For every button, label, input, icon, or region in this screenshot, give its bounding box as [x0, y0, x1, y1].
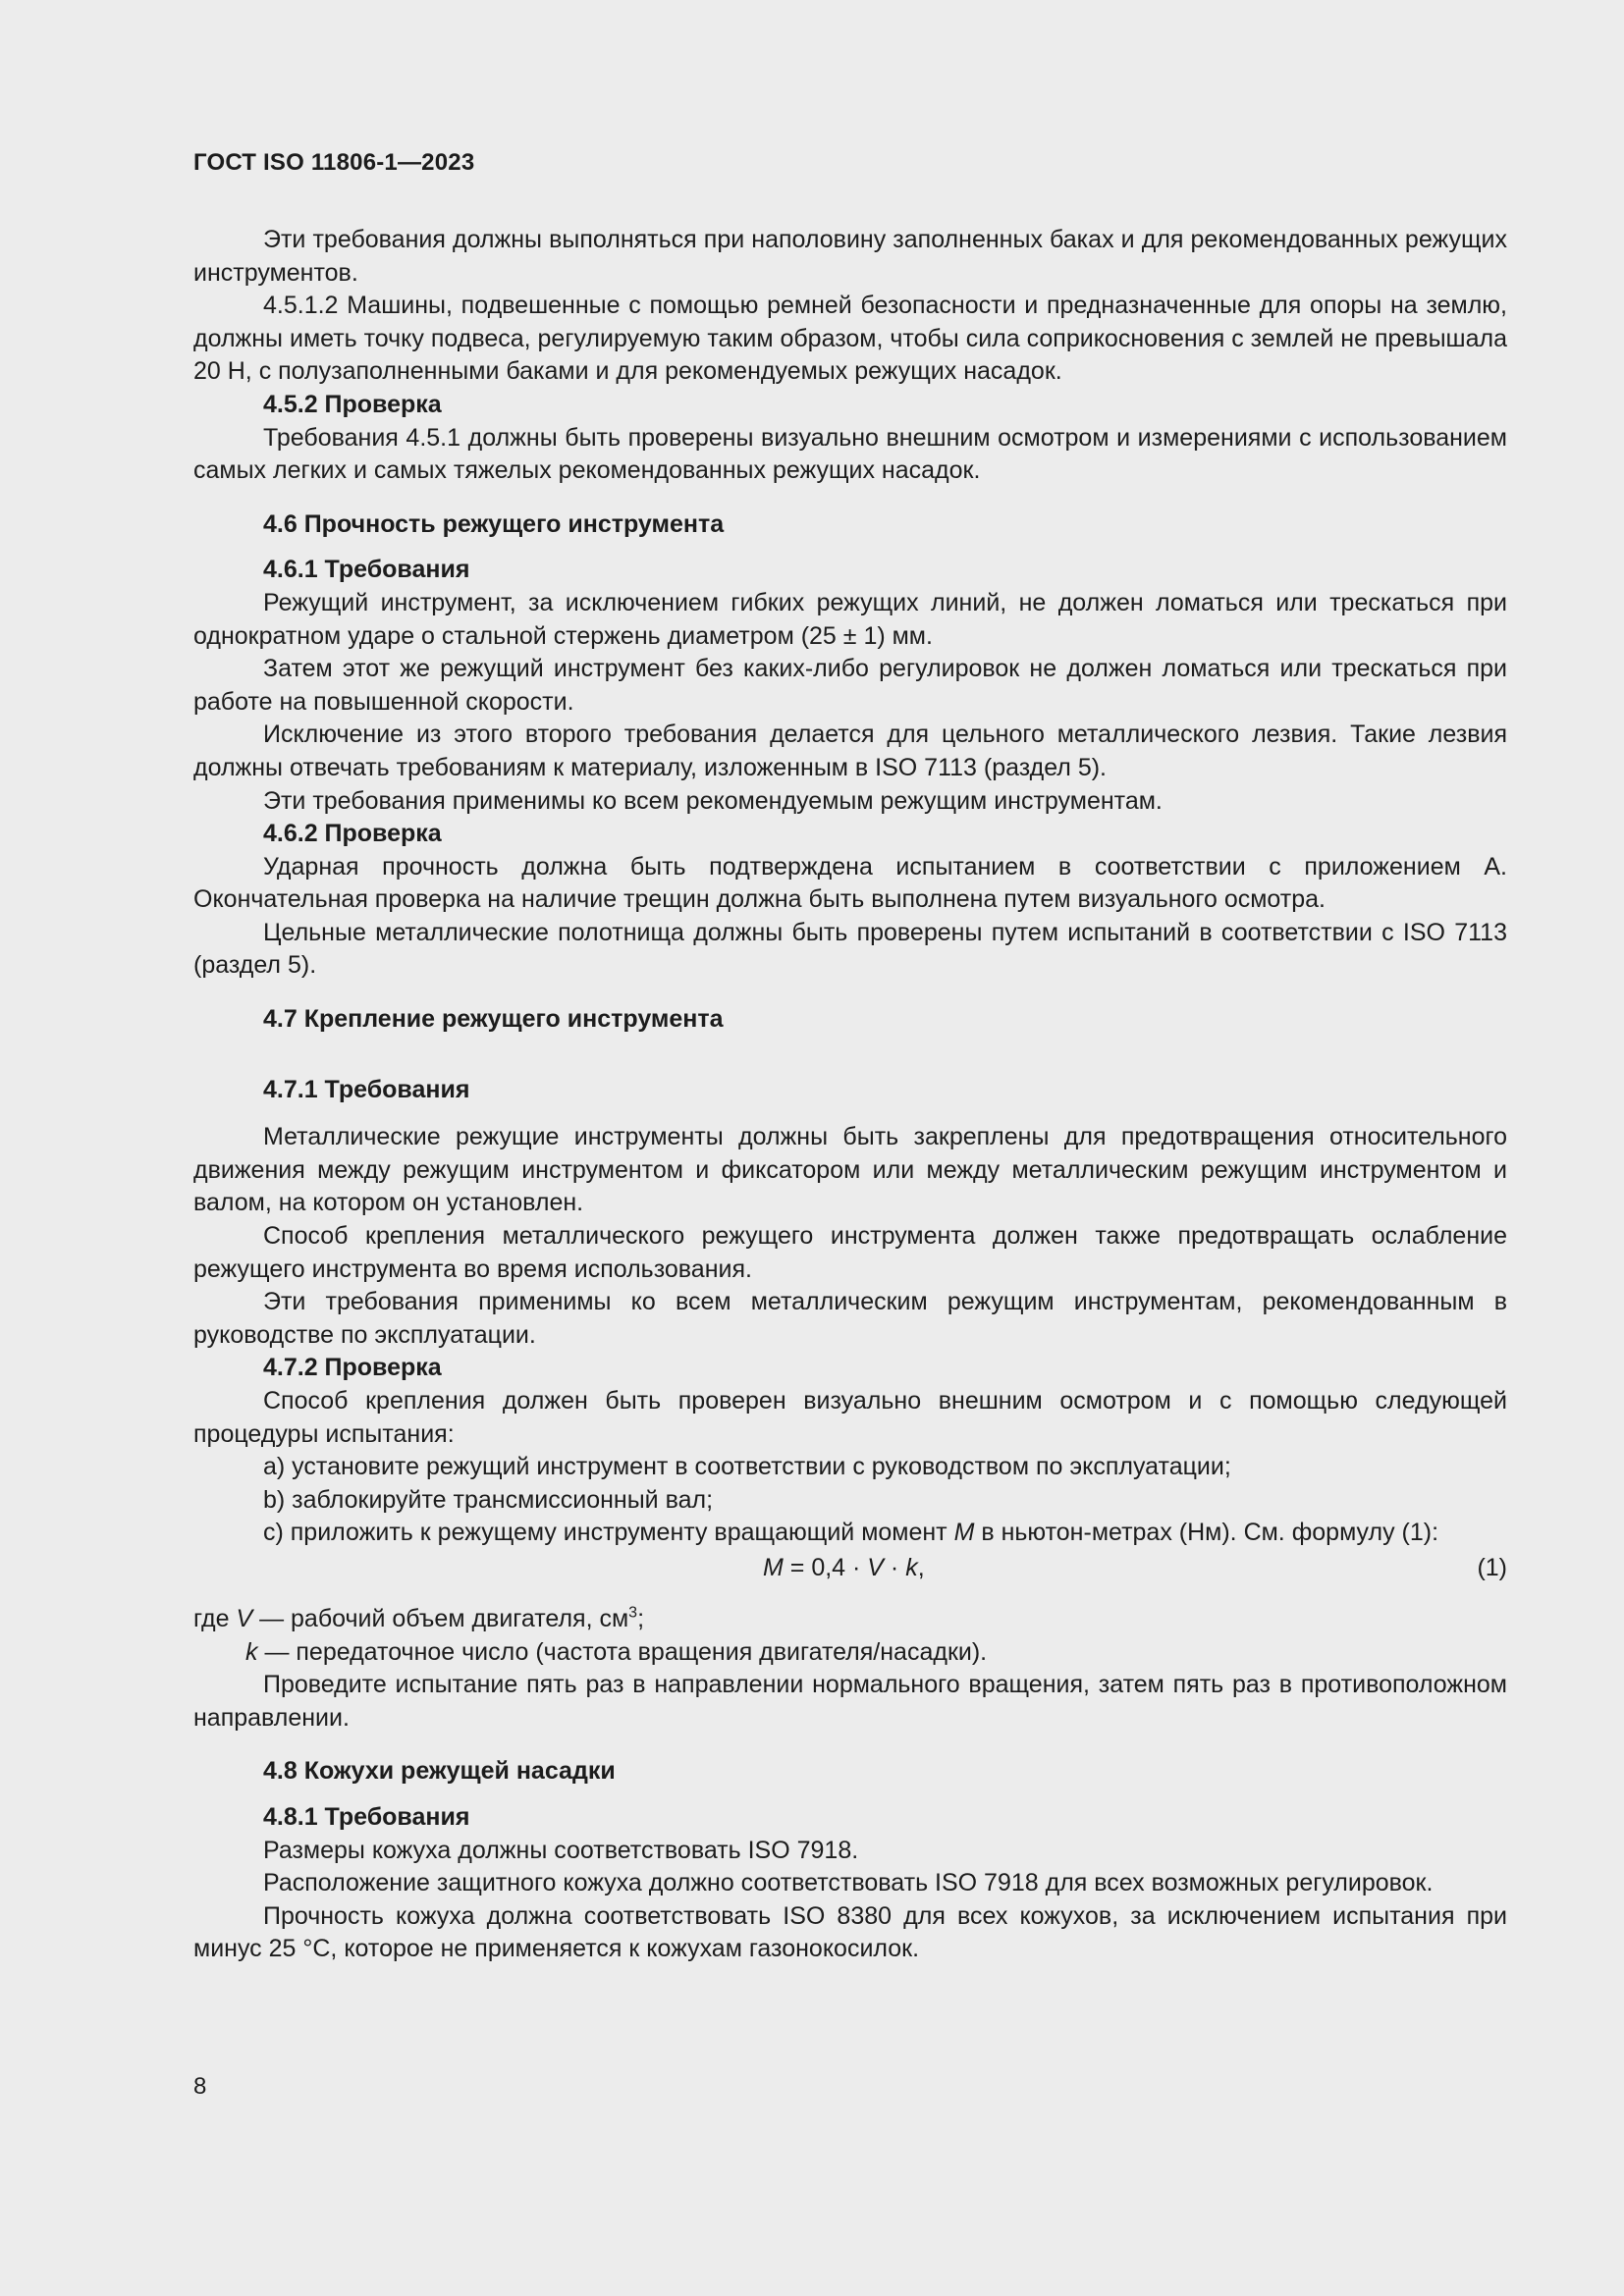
- paragraph: Цельные металлические полотнища должны быть проверены путем испытаний в соответствии с ISO 7113 (раздел 5).: [193, 918, 1507, 980]
- section-heading-4-7-2: 4.7.2 Проверка: [263, 1354, 442, 1382]
- section-heading-4-7: 4.7 Крепление режущего инструмента: [263, 1005, 724, 1034]
- formula-text: ,: [917, 1553, 925, 1581]
- paragraph: 4.5.1.2 Машины, подвешенные с помощью ремней безопасности и предназначенные для опоры на землю, должны иметь точку подвеса, регулируемую таким образом, чтобы сила соприкосновения с землей не превышала 20 Н, с полузаполненными баками и для рекомендуемых режущих насадок.: [193, 292, 1508, 386]
- paragraph: Режущий инструмент, за исключением гибких режущих линий, не должен ломаться или трескаться при однократном ударе о стальной стержень диаметром (25 ± 1) мм.: [193, 588, 1507, 650]
- page-number: 8: [193, 2073, 207, 2100]
- section-heading-4-5-2: 4.5.2 Проверка: [263, 390, 442, 418]
- paragraph: Размеры кожуха должны соответствовать ISO 7918.: [263, 1836, 859, 1864]
- formula-symbol-m: M: [763, 1553, 784, 1581]
- paragraph: Эти требования должны выполняться при наполовину заполненных баках и для рекомендованных режущих инструментов.: [193, 226, 1507, 287]
- superscript-3: 3: [628, 1604, 638, 1622]
- where-v-text: — рабочий объем двигателя, см: [252, 1604, 629, 1632]
- paragraph: Требования 4.5.1 должны быть проверены визуально внешним осмотром и измерениями с использованием самых легких и самых тяжелых рекомендованных режущих насадок.: [193, 423, 1507, 485]
- page-content: [193, 224, 1507, 1966]
- paragraph: Способ крепления должен быть проверен визуально внешним осмотром и с помощью следующей процедуры испытания:: [193, 1387, 1507, 1448]
- paragraph: Проведите испытание пять раз в направлении нормального вращения, затем пять раз в противоположном направлении.: [193, 1671, 1507, 1732]
- list-item-a: а) установите режущий инструмент в соответствии с руководством по эксплуатации;: [263, 1453, 1231, 1481]
- where-v-line: [193, 1603, 1507, 1636]
- paragraph: Прочность кожуха должна соответствовать ISO 8380 для всех кожухов, за исключением испытания при минус 25 °С, которое не применяется к кожухам газонокосилок.: [193, 1901, 1507, 1963]
- paragraph: Эти требования применимы ко всем рекомендуемым режущим инструментам.: [263, 786, 1163, 815]
- where-symbol-v: V: [236, 1604, 253, 1632]
- paragraph: Исключение из этого второго требования делается для цельного металлического лезвия. Такие лезвия должны отвечать требованиям к материалу, изложенным в ISO 7113 (раздел 5).: [193, 721, 1507, 781]
- where-symbol-k: k: [245, 1637, 258, 1666]
- paragraph: Металлические режущие инструменты должны быть закреплены для предотвращения относительного движения между режущим инструментом и фиксатором или между металлическим режущим инструментом и валом, на котором он установлен.: [193, 1123, 1507, 1217]
- section-heading-4-8: 4.8 Кожухи режущей насадки: [263, 1757, 616, 1786]
- formula-row: [193, 1552, 1507, 1593]
- section-heading-4-7-1: 4.7.1 Требования: [263, 1075, 470, 1103]
- formula: [763, 1552, 925, 1585]
- section-heading-4-8-1: 4.8.1 Требования: [263, 1802, 470, 1831]
- list-item-c: [193, 1517, 1507, 1550]
- where-v-end: ;: [637, 1604, 645, 1632]
- section-heading-4-6-2: 4.6.2 Проверка: [263, 820, 442, 848]
- formula-symbol-v: V: [867, 1553, 884, 1581]
- formula-text: ·: [883, 1553, 906, 1581]
- formula-symbol-k: k: [905, 1553, 918, 1581]
- paragraph: Расположение защитного кожуха должно соответствовать ISO 7918 для всех возможных регулировок.: [263, 1869, 1434, 1897]
- document-code-header: ГОСТ ISO 11806-1—2023: [193, 149, 475, 176]
- equation-number: (1): [1477, 1553, 1507, 1581]
- where-k-line: [193, 1636, 1507, 1670]
- paragraph: Способ крепления металлического режущего инструмента должен также предотвращать ослабление режущего инструмента во время использования.: [193, 1222, 1507, 1283]
- paragraph: Ударная прочность должна быть подтверждена испытанием в соответствии с приложением А. Окончательная проверка на наличие трещин должна быть выполнена путем визуального осмотра.: [193, 852, 1507, 914]
- list-item-c-text: с) приложить к режущему инструменту вращающий момент: [263, 1519, 954, 1547]
- where-k-text: — передаточное число (частота вращения двигателя/насадки).: [257, 1637, 988, 1666]
- section-heading-4-6: 4.6 Прочность режущего инструмента: [263, 509, 725, 538]
- paragraph: Затем этот же режущий инструмент без каких-либо регулировок не должен ломаться или трескаться при работе на повышенной скорости.: [193, 655, 1507, 716]
- list-item-c-text-end: в ньютон-метрах (Нм). См. формулу (1):: [974, 1519, 1439, 1547]
- where-lead: где: [193, 1604, 237, 1632]
- list-item-b: b) заблокируйте трансмиссионный вал;: [263, 1485, 714, 1514]
- formula-text: = 0,4 ·: [783, 1553, 868, 1581]
- section-heading-4-6-1: 4.6.1 Требования: [263, 556, 470, 584]
- paragraph: Эти требования применимы ко всем металлическим режущим инструментам, рекомендованным в руководстве по эксплуатации.: [193, 1288, 1507, 1349]
- symbol-m: M: [953, 1519, 975, 1547]
